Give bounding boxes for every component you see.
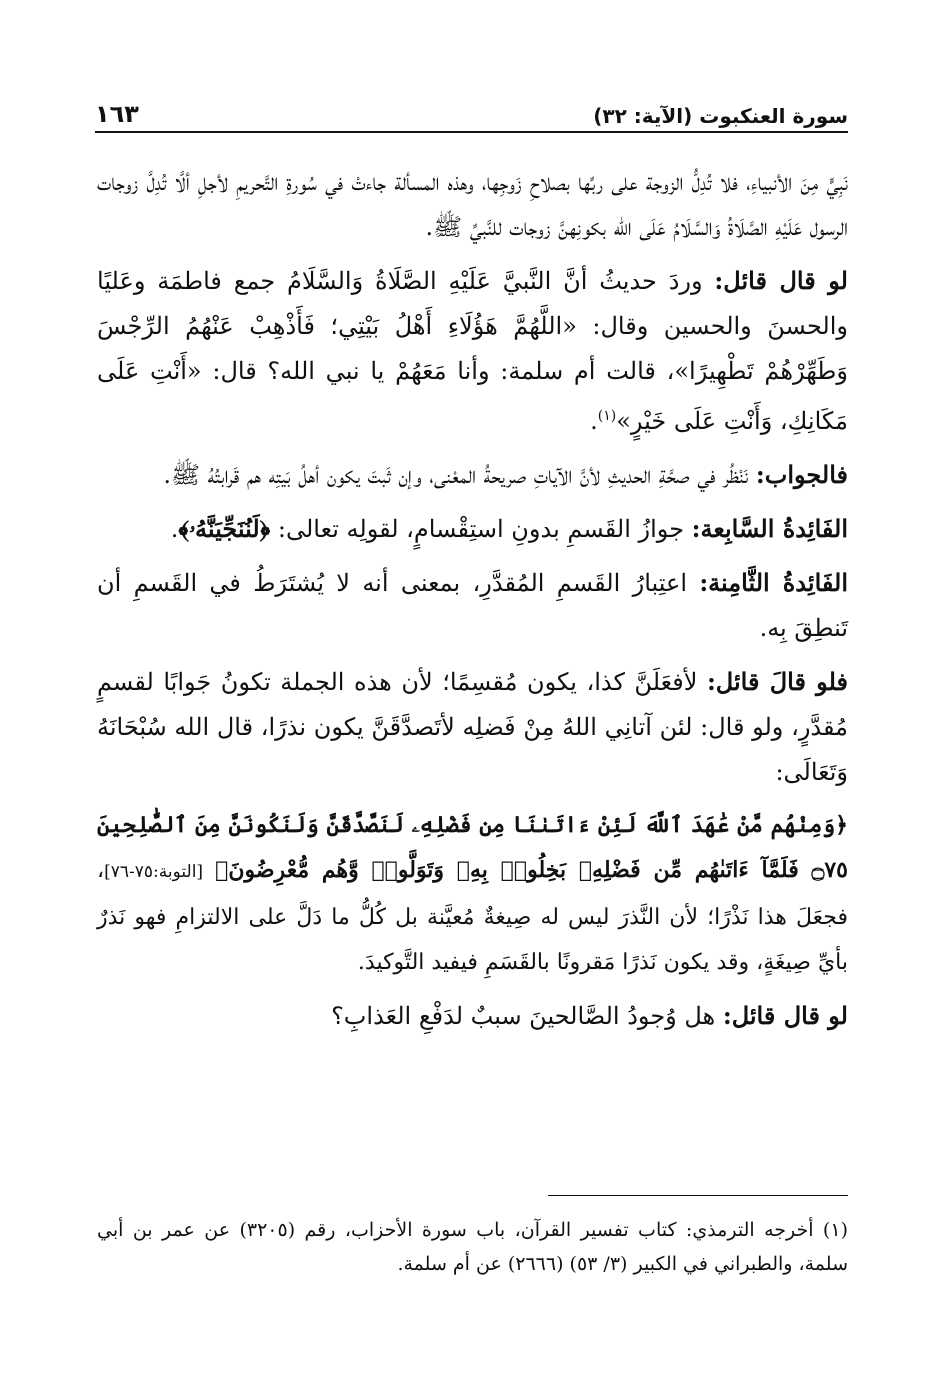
footnote-divider [548,1195,848,1196]
paragraph-4 [97,506,848,552]
running-title: سورة العنكبوت (الآية: ٣٢) [593,104,848,128]
quran-quote: ﴿لَنُنَجِّيَنَّهُۥ﴾ [178,514,271,543]
main-text [97,160,848,1047]
page-number: ١٦٣ [95,100,139,128]
paragraph-text: اعتِبارُ القَسمِ المُقدَّرِ، بمعنى أنه لا يُشتَرَطُ في القَسمِ أن تَنطِقَ بِه. [97,569,848,642]
paragraph-text: جوازُ القَسمِ بدونِ استِقْسامٍ، لقولِه تعالى: [277,515,685,543]
quran-verse: ﴿وَمِنْهُم مَّنْ عَٰهَدَ ٱللَّهَ لَئِنْ ءَاتَىٰنَا مِن فَضْلِهِۦ لَنَصَّدَّقَنَّ وَلَنَكُونَنَّ مِنَ ٱلصَّٰلِحِينَ ۝٧٥ فَلَمَّآ ءَاتَىٰهُم مِّن فَضْلِهِۦ بَخِلُوا۟ بِهِۦ وَتَوَلَّوا۟ وَّهُم مُّعْرِضُونَ﴾ [97,812,848,883]
paragraph-text: نَنْظُر في صحَّةِ الحديثِ لأنَّ الآياتِ صريحةُ المعْنى، وإن ثَبتَ يكون أهلُ بَيتِه هم قَرابتُهُ ﷺ. [163,461,749,489]
paragraph-text: وردَ حديثُ أنَّ النَّبيَّ عَلَيْهِ الصَّلَاةُ وَالسَّلَامُ جمع فاطمَة وعَليًا والحسنَ والحسين وقال: «اللَّهُمَّ هَؤُلَاءِ أَهْلُ بَيْتِي؛ فَأَذْهِبْ عَنْهُمُ الرِّجْسَ وَطَهِّرْهُمْ تَطْهِيرًا»، قالت أم سلمة: وأنا مَعَهُمْ يا نبي الله؟ قال: «أَنْتِ عَلَى مَكَانِكِ، وَأَنْتِ عَلَى خَيْرٍ» [97,267,849,435]
paragraph-2 [97,258,848,444]
paragraph-1 [97,160,848,250]
footnote: (١) أخرجه الترمذي: كتاب تفسير القرآن، باب سورة الأحزاب، رقم (٣٢٠٥) عن عمر بن أبي سلمة، والطبراني في الكبير (٣/ ٥٣) (٢٦٦٦) عن أم سلمة. [97,1219,848,1275]
paragraph-lead: لو قال قائل: [722,1001,848,1030]
paragraph-3 [97,452,848,498]
header-divider [95,131,848,133]
footnote-marker[interactable]: (١) [597,408,617,424]
paragraph-5 [97,560,848,651]
paragraph-lead: فالجواب: [755,460,848,489]
paragraph-text: نَبِيٍّ مِنَ الأنبياءِ، فلا تُدِلُّ الزوجة على ربِّها بصلاحِ زَوجِها، وهذه المسألة جاءتْ في سُورةِ التَّحريمِ لأجلِ ألَّا تُدِلَّ زوجات الرسول عَلَيْهِ الصَّلَاةُ وَالسَّلَامُ عَلَى الله بكونِهنَّ زوجات للنَّبيِّ ﷺ. [97,168,849,241]
paragraph-text: هل وُجودُ الصَّالحينَ سببٌ لدَفْعِ العَذابِ؟ [331,1002,716,1030]
paragraph-lead: الفَائِدةُ السَّابِعة: [691,514,848,543]
paragraph-lead: الفَائِدةُ الثَّامِنة: [699,568,848,597]
paragraph-tail: . [590,407,598,435]
paragraph-text: لأفعَلَنَّ كذا، يكون مُقسِمًا؛ لأن هذه الجملة تكونُ جَوابًا لقسمٍ مُقدَّرٍ، ولو قال: لئن آتانِي اللهُ مِنْ فَضلِه لأتَصدَّقَنَّ يكون نذرًا، قال الله سُبْحَانَهُ وَتَعَالَى: [97,668,849,786]
page-header [95,88,848,128]
paragraph-lead: لو قال قائل: [714,266,848,295]
paragraph-tail: . [170,515,179,543]
verse-reference: [التوبة:٧٥-٧٦] [104,862,204,882]
paragraph-6 [97,659,848,795]
paragraph-lead: فلو قالَ قائل: [706,667,849,696]
verse-continuation: ، فجعَلَ هذا نَذْرًا؛ لأن النَّذرَ ليس له صِيغةٌ مُعيَّنة بل كُلُّ ما دَلَّ على الالتزامِ فهو نَذرٌ بأيِّ صِيغَةٍ، وقد يكون نَذرًا مَقرونًا بالقَسَمِ فيفيد التَّوكيدَ. [97,858,848,975]
quran-verse-block [97,803,848,985]
paragraph-7 [97,993,848,1039]
